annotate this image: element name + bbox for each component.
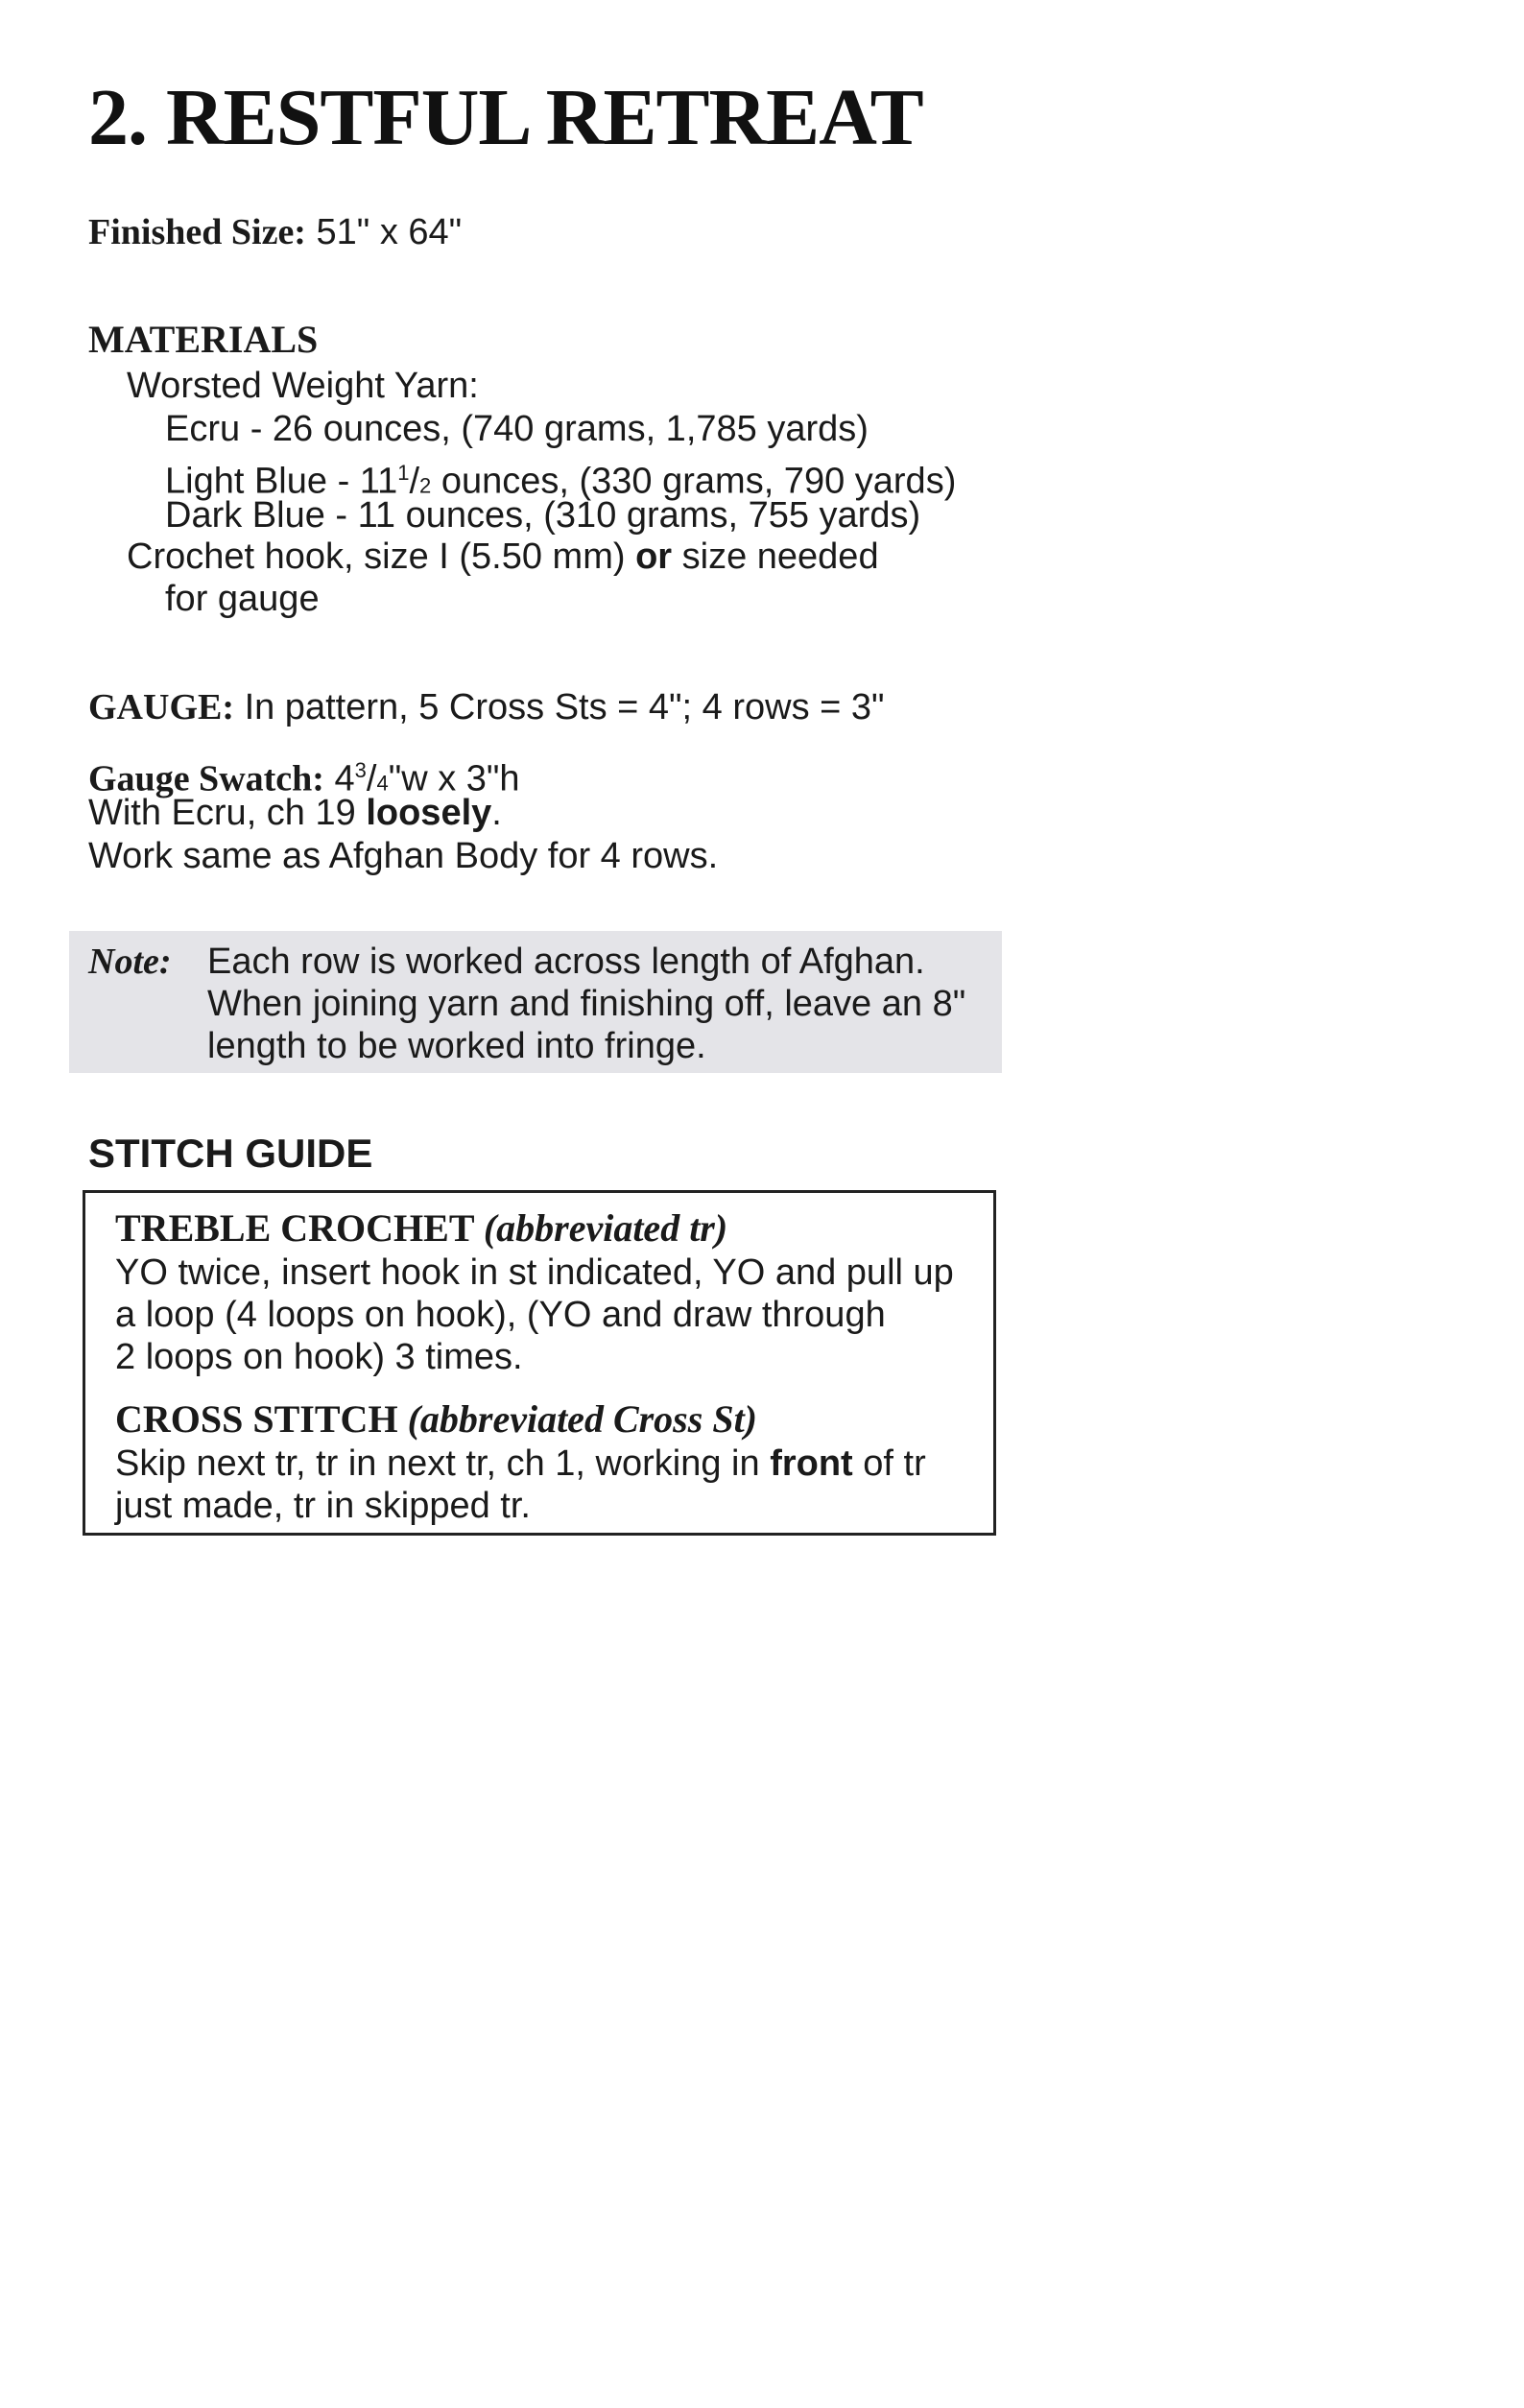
cross-line1-pre: Skip next tr, tr in next tr, ch 1, working in (115, 1443, 771, 1484)
light-blue-slash: / (409, 461, 420, 502)
cross-line1 (115, 1442, 926, 1486)
gauge-swatch-line2: Work same as Afghan Body for 4 rows. (88, 836, 719, 876)
cross-line1-post: of tr (852, 1443, 926, 1484)
finished-size-label: Finished Size: (88, 212, 306, 252)
cross-line2: just made, tr in skipped tr. (115, 1486, 531, 1526)
note-line2: When joining yarn and finishing off, leave an 8" (207, 984, 966, 1024)
treble-abbr: (abbreviated tr) (483, 1206, 728, 1250)
cross-title (115, 1396, 757, 1442)
gauge-text: In pattern, 5 Cross Sts = 4"; 4 rows = 3" (244, 687, 885, 727)
cross-line1-bold: front (770, 1443, 853, 1484)
gauge (88, 686, 885, 729)
materials-yarn-label: Worsted Weight Yarn: (127, 366, 479, 406)
light-blue-pre: Light Blue - 11 (165, 461, 398, 502)
swatch-size-slash: / (366, 758, 377, 799)
hook-or: or (635, 536, 673, 577)
treble-title (115, 1205, 727, 1251)
gauge-swatch-line1 (88, 792, 502, 835)
cross-abbr: (abbreviated Cross St) (407, 1397, 757, 1441)
note-label: Note: (88, 942, 172, 982)
swatch-line1-pre: With Ecru, ch 19 (88, 793, 367, 833)
cross-name: CROSS STITCH (115, 1397, 398, 1441)
swatch-line1-bold: loosely (366, 793, 492, 833)
materials-heading: MATERIALS (88, 318, 319, 361)
page-title: 2. RESTFUL RETREAT (88, 73, 923, 162)
materials-hook-line2: for gauge (165, 579, 320, 619)
treble-line3: 2 loops on hook) 3 times. (115, 1337, 523, 1377)
finished-size-value: 51" x 64" (316, 212, 463, 252)
hook-post: size needed (672, 536, 879, 577)
gauge-label: GAUGE: (88, 687, 234, 727)
materials-dark-blue: Dark Blue - 11 ounces, (310 grams, 755 yards) (165, 495, 921, 536)
materials-ecru: Ecru - 26 ounces, (740 grams, 1,785 yards) (165, 409, 869, 449)
swatch-size-post: "w x 3"h (388, 758, 520, 799)
treble-line2: a loop (4 loops on hook), (YO and draw through (115, 1295, 886, 1335)
gauge-swatch-label: Gauge Swatch: (88, 758, 324, 799)
swatch-line1-post: . (491, 793, 502, 833)
treble-name: TREBLE CROCHET (115, 1206, 474, 1250)
materials-hook (127, 536, 879, 579)
swatch-size-sup: 3 (354, 758, 367, 782)
light-blue-post: ounces, (330 grams, 790 yards) (431, 461, 957, 502)
swatch-size-sub: 4 (376, 771, 389, 796)
finished-size (88, 211, 462, 254)
note-line3: length to be worked into fringe. (207, 1026, 706, 1066)
treble-line1: YO twice, insert hook in st indicated, YO and pull up (115, 1252, 954, 1293)
hook-pre: Crochet hook, size I (5.50 mm) (127, 536, 636, 577)
note-line1: Each row is worked across length of Afghan. (207, 942, 925, 982)
light-blue-sup: 1 (397, 461, 410, 485)
light-blue-sub: 2 (419, 473, 432, 498)
swatch-size-pre: 4 (334, 758, 355, 799)
stitch-guide-heading: STITCH GUIDE (88, 1131, 373, 1176)
